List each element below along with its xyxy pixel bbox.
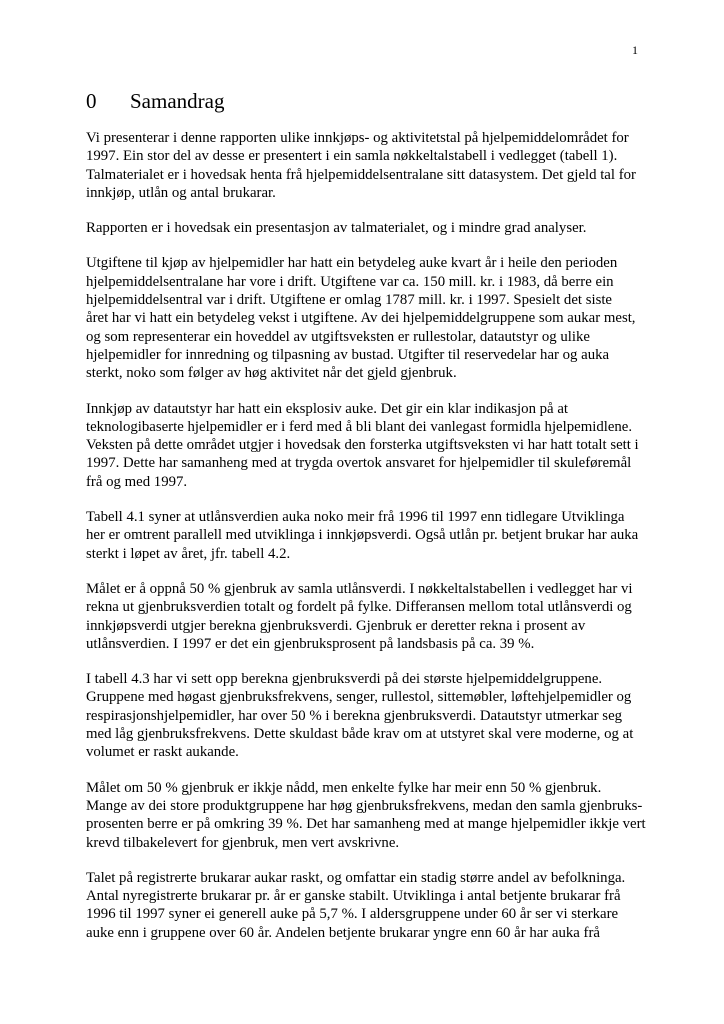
text-line: med låg gjenbruksfrekvens. Dette skuldast både krav om at utstyret skal vere moderne, og at bbox=[86, 726, 634, 743]
text-line: 1997. Ein stor del av desse er presentert i ein samla nøkkeltalstabell i vedlegget (tabell 1). bbox=[86, 148, 618, 165]
paragraph bbox=[86, 580, 638, 653]
paragraph bbox=[86, 670, 638, 761]
text-line: hjelpemiddelsentralane har vore i drift. Utgiftene var ca. 150 mill. kr. i 1983, då berre ein bbox=[86, 273, 614, 290]
text-line: teknologibaserte hjelpemidler er i ferd med å bli blant dei vanlegast formidla hjelpemidlene. bbox=[86, 418, 633, 435]
text-line: respirasjonshjelpemidler, har over 50 % i berekna gjenbruksverdi. Datautstyr utmerkar seg bbox=[86, 707, 623, 724]
paragraph bbox=[86, 779, 646, 852]
paragraph bbox=[86, 254, 638, 382]
text-line: Talet på registrerte brukarar aukar raskt, og omfattar ein stadig større andel av befolkninga. bbox=[86, 869, 626, 886]
text-line: Talmaterialet er i hovedsak henta frå hjelpemiddelsentralane sitt datasystem. Det gjeld tal for bbox=[86, 166, 636, 183]
section-title: Samandrag bbox=[130, 89, 225, 113]
paragraph bbox=[86, 508, 638, 563]
text-line: Utgiftene til kjøp av hjelpemidler har hatt ein betydeleg auke kvart år i heile den perioden bbox=[86, 255, 618, 272]
text-line: auke enn i gruppene over 60 år. Andelen betjente brukarar yngre enn 60 år har auka frå bbox=[86, 924, 600, 941]
text-line: volumet er raskt aukande. bbox=[86, 744, 239, 761]
paragraph bbox=[86, 400, 638, 491]
text-line: 1997. Dette har samanheng med at trygda overtok ansvaret for hjelpemidler til skuleføremål bbox=[86, 455, 632, 472]
text-line: sterkt i løpet av året, jfr. tabell 4.2. bbox=[86, 545, 291, 562]
text-line: Veksten på dette området utgjer i hovedsak den forsterka utgiftsveksten vi har hatt totalt sett i bbox=[86, 437, 639, 454]
document-body bbox=[86, 129, 646, 959]
text-line: innkjøp, utlån og antal brukarar. bbox=[86, 184, 276, 201]
text-line: og som representerar ein hoveddel av utgiftsveksten er rullestolar, datautstyr og ulike bbox=[86, 328, 590, 345]
text-line: hjelpemiddelsentral var i drift. Utgiftene er omlag 1787 mill. kr. i 1997. Spesielt det siste bbox=[86, 292, 613, 309]
text-line: 1996 til 1997 syner ei generell auke på 5,7 %. I aldersgruppene under 60 år ser vi sterkare bbox=[86, 906, 619, 923]
text-line: utlånsverdien. I 1997 er det ein gjenbruksprosent på landsbasis på ca. 39 %. bbox=[86, 635, 535, 652]
section-number: 0 bbox=[86, 89, 97, 113]
text-line: Vi presenterar i denne rapporten ulike innkjøps- og aktivitetstal på hjelpemiddelområdet for bbox=[86, 130, 629, 146]
text-line: her er omtrent parallell med utviklinga i innkjøpsverdi. Også utlån pr. betjent brukar har auka bbox=[86, 527, 639, 544]
text-line: Målet er å oppnå 50 % gjenbruk av samla utlånsverdi. I nøkkeltalstabellen i vedlegget har vi bbox=[86, 580, 633, 597]
page-number: 1 bbox=[632, 43, 638, 57]
text-line: Tabell 4.1 syner at utlånsverdien auka noko meir frå 1996 til 1997 enn tidlegare Utviklinga bbox=[86, 509, 625, 526]
text-line: hjelpemidler for innredning og tilpasning av bustad. Utgifter til reservedelar har og auka bbox=[86, 346, 610, 363]
text-line: året har vi hatt ein betydeleg vekst i utgiftene. Av dei hjelpemiddelgruppene som aukar mest, bbox=[86, 310, 636, 327]
text-line: Antal nyregistrerte brukarar pr. år er ganske stabilt. Utviklinga i antal betjente brukarar frå bbox=[86, 888, 621, 905]
text-line: Målet om 50 % gjenbruk er ikkje nådd, men enkelte fylke har meir enn 50 % gjenbruk. bbox=[86, 779, 602, 796]
text-line: Innkjøp av datautstyr har hatt ein eksplosiv auke. Det gir ein klar indikasjon på at bbox=[86, 400, 569, 417]
text-line: rekna ut gjenbruksverdien totalt og fordelt på fylke. Differansen mellom total utlånsverdi og bbox=[86, 599, 632, 616]
text-line: Rapporten er i hovedsak ein presentasjon av talmaterialet, og i mindre grad analyser. bbox=[86, 220, 587, 237]
paragraph bbox=[86, 869, 638, 942]
text-line: sterkt, noko som følger av høg aktivitet når det gjeld gjenbruk. bbox=[86, 365, 457, 382]
text-line: I tabell 4.3 har vi sett opp berekna gjenbruksverdi på dei største hjelpemiddelgruppene. bbox=[86, 671, 603, 688]
text-line: Mange av dei store produktgruppene har høg gjenbruksfrekvens, medan den samla gjenbruks- bbox=[86, 797, 643, 814]
text-line: frå og med 1997. bbox=[86, 473, 188, 490]
paragraph bbox=[86, 219, 638, 237]
text-line: innkjøpsverdi utgjer berekna gjenbruksverdi. Gjenbruk er deretter rekna i prosent av bbox=[86, 617, 586, 634]
section-heading bbox=[86, 89, 224, 113]
paragraph bbox=[86, 129, 638, 202]
text-line: Gruppene med høgast gjenbruksfrekvens, senger, rullestol, sittemøbler, løftehjelpemidler og bbox=[86, 689, 632, 706]
text-line: prosenten berre er på omkring 39 %. Det har samanheng med at mange hjelpemidler ikkje vert bbox=[86, 816, 646, 833]
text-line: krevd tilbakelevert for gjenbruk, men vert avskrivne. bbox=[86, 834, 400, 851]
